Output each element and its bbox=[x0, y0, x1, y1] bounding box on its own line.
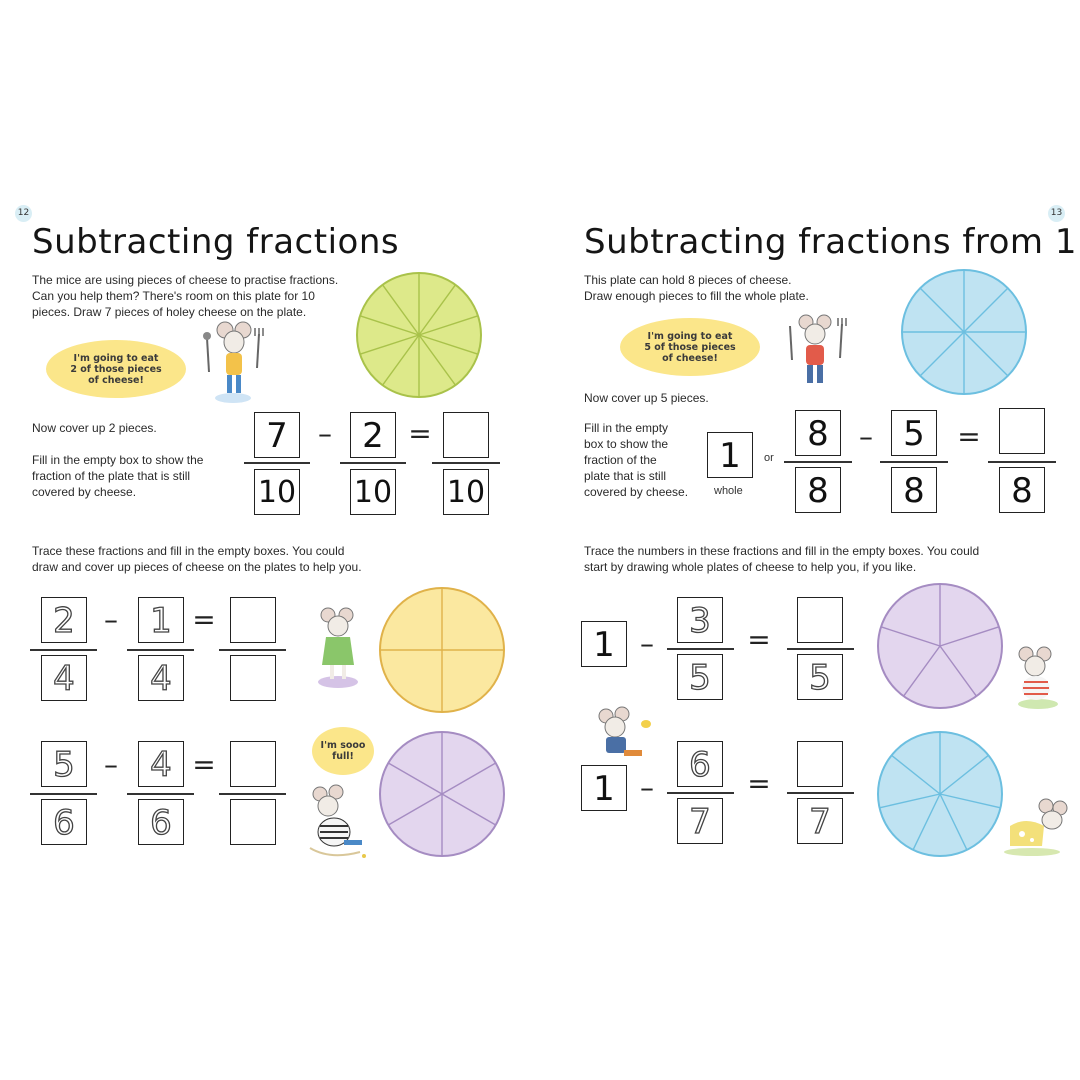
fraction-bar bbox=[219, 649, 286, 651]
answer-box[interactable] bbox=[999, 408, 1045, 454]
numerator-box: 7 bbox=[254, 412, 300, 458]
fraction-bar bbox=[340, 462, 406, 464]
fraction-bar bbox=[880, 461, 948, 463]
whole-box: 1 bbox=[581, 621, 627, 667]
trace-numerator-box[interactable]: 3 bbox=[677, 597, 723, 643]
trace-denominator-box[interactable]: 7 bbox=[797, 798, 843, 844]
trace-numerator-box[interactable]: 1 bbox=[138, 597, 184, 643]
fraction-bar bbox=[432, 462, 500, 464]
cheese-plate-eighths bbox=[900, 268, 1028, 396]
whole-box: 1 bbox=[707, 432, 753, 478]
speech-bubble-right: I'm going to eat 5 of those pieces of cheese! bbox=[620, 318, 760, 376]
fraction-bar bbox=[219, 793, 286, 795]
trace-denominator-box[interactable]: 5 bbox=[677, 654, 723, 700]
fraction-bar bbox=[988, 461, 1056, 463]
trace-denominator-box[interactable]: 7 bbox=[677, 798, 723, 844]
equals-sign: = bbox=[747, 767, 771, 800]
fraction-bar bbox=[244, 462, 310, 464]
minus-sign: – bbox=[104, 748, 118, 781]
answer-numerator-box[interactable] bbox=[797, 741, 843, 787]
equals-sign: = bbox=[408, 417, 432, 450]
mouse-in-green-dress-icon bbox=[308, 605, 368, 690]
trace-denominator-box[interactable]: 4 bbox=[138, 655, 184, 701]
numerator-box: 8 bbox=[795, 410, 841, 456]
cheese-plate-fifths bbox=[876, 582, 1004, 710]
trace-numerator-box[interactable]: 5 bbox=[41, 741, 87, 787]
answer-denominator-box[interactable] bbox=[230, 799, 276, 845]
answer-denominator-box[interactable] bbox=[230, 655, 276, 701]
intro-text-left: The mice are using pieces of cheese to practise fractions. Can you help them? There's room on this plate for 10 pieces. Draw 7 pieces of holey cheese on the plate. bbox=[32, 273, 339, 319]
page-number-left: 12 bbox=[15, 205, 32, 222]
fraction-bar bbox=[127, 649, 194, 651]
cheese-plate-sixths bbox=[378, 730, 506, 858]
fraction-bar bbox=[30, 649, 97, 651]
trace-numerator-box[interactable]: 4 bbox=[138, 741, 184, 787]
equals-sign: = bbox=[957, 420, 981, 453]
numerator-box: 5 bbox=[891, 410, 937, 456]
speech-bubble-left: I'm going to eat 2 of those pieces of cheese! bbox=[46, 340, 186, 398]
trace-instructions-right: Trace the numbers in these fractions and fill in the empty boxes. You could start by drawing whole plates of cheese to help you, if you like. bbox=[584, 544, 980, 574]
answer-numerator-box[interactable] bbox=[797, 597, 843, 643]
minus-sign: – bbox=[859, 420, 873, 453]
trace-denominator-box[interactable]: 6 bbox=[138, 799, 184, 845]
or-label: or bbox=[764, 452, 774, 464]
cheese-plate-quarters bbox=[378, 586, 506, 714]
fill-text-left: Fill in the empty box to show the fraction of the plate that is still covered by cheese. bbox=[32, 453, 204, 499]
equals-sign: = bbox=[747, 623, 771, 656]
whole-box: 1 bbox=[581, 765, 627, 811]
answer-box[interactable] bbox=[443, 412, 489, 458]
page-title-right: Subtracting fractions from 1 bbox=[584, 222, 1077, 262]
whole-label: whole bbox=[714, 485, 743, 497]
fraction-bar bbox=[667, 648, 734, 650]
trace-numerator-box[interactable]: 2 bbox=[41, 597, 87, 643]
fraction-bar bbox=[127, 793, 194, 795]
fraction-bar bbox=[784, 461, 852, 463]
answer-numerator-box[interactable] bbox=[230, 597, 276, 643]
denominator-box: 10 bbox=[443, 469, 489, 515]
minus-sign: – bbox=[640, 627, 654, 660]
page-number-right: 13 bbox=[1048, 205, 1065, 222]
denominator-box: 10 bbox=[254, 469, 300, 515]
denominator-box: 8 bbox=[999, 467, 1045, 513]
speech-bubble-full: I'm sooo full! bbox=[312, 727, 374, 775]
equals-sign: = bbox=[192, 603, 216, 636]
fraction-bar bbox=[667, 792, 734, 794]
cover-text-left: Now cover up 2 pieces. bbox=[32, 421, 157, 435]
cover-text-right: Now cover up 5 pieces. bbox=[584, 391, 709, 405]
mouse-sitting-full-icon bbox=[300, 782, 372, 862]
cheese-plate-sevenths bbox=[876, 730, 1004, 858]
trace-numerator-box[interactable]: 6 bbox=[677, 741, 723, 787]
numerator-box: 2 bbox=[350, 412, 396, 458]
fill-text-right: Fill in the empty box to show the fraction of the plate that is still covered by cheese. bbox=[584, 421, 689, 499]
denominator-box: 8 bbox=[891, 467, 937, 513]
fraction-bar bbox=[787, 792, 854, 794]
denominator-box: 8 bbox=[795, 467, 841, 513]
minus-sign: – bbox=[104, 603, 118, 636]
trace-denominator-box[interactable]: 4 bbox=[41, 655, 87, 701]
trace-denominator-box[interactable]: 5 bbox=[797, 654, 843, 700]
page-title-left: Subtracting fractions bbox=[32, 222, 400, 262]
mouse-sitting-striped-icon bbox=[1010, 646, 1065, 711]
fraction-bar bbox=[787, 648, 854, 650]
denominator-box: 10 bbox=[350, 469, 396, 515]
mouse-crawling-icon bbox=[996, 796, 1071, 858]
answer-numerator-box[interactable] bbox=[230, 741, 276, 787]
mouse-with-fork-icon bbox=[195, 320, 275, 405]
intro-text-right: This plate can hold 8 pieces of cheese. Draw enough pieces to fill the whole plate. bbox=[584, 273, 809, 303]
trace-instructions-left: Trace these fractions and fill in the empty boxes. You could draw and cover up pieces of cheese on the plates to help you. bbox=[32, 544, 362, 574]
trace-denominator-box[interactable]: 6 bbox=[41, 799, 87, 845]
minus-sign: – bbox=[318, 417, 332, 450]
minus-sign: – bbox=[640, 771, 654, 804]
equals-sign: = bbox=[192, 748, 216, 781]
cheese-plate-tenths bbox=[354, 270, 484, 400]
mouse-with-knife-fork-icon bbox=[778, 314, 858, 394]
fraction-bar bbox=[30, 793, 97, 795]
